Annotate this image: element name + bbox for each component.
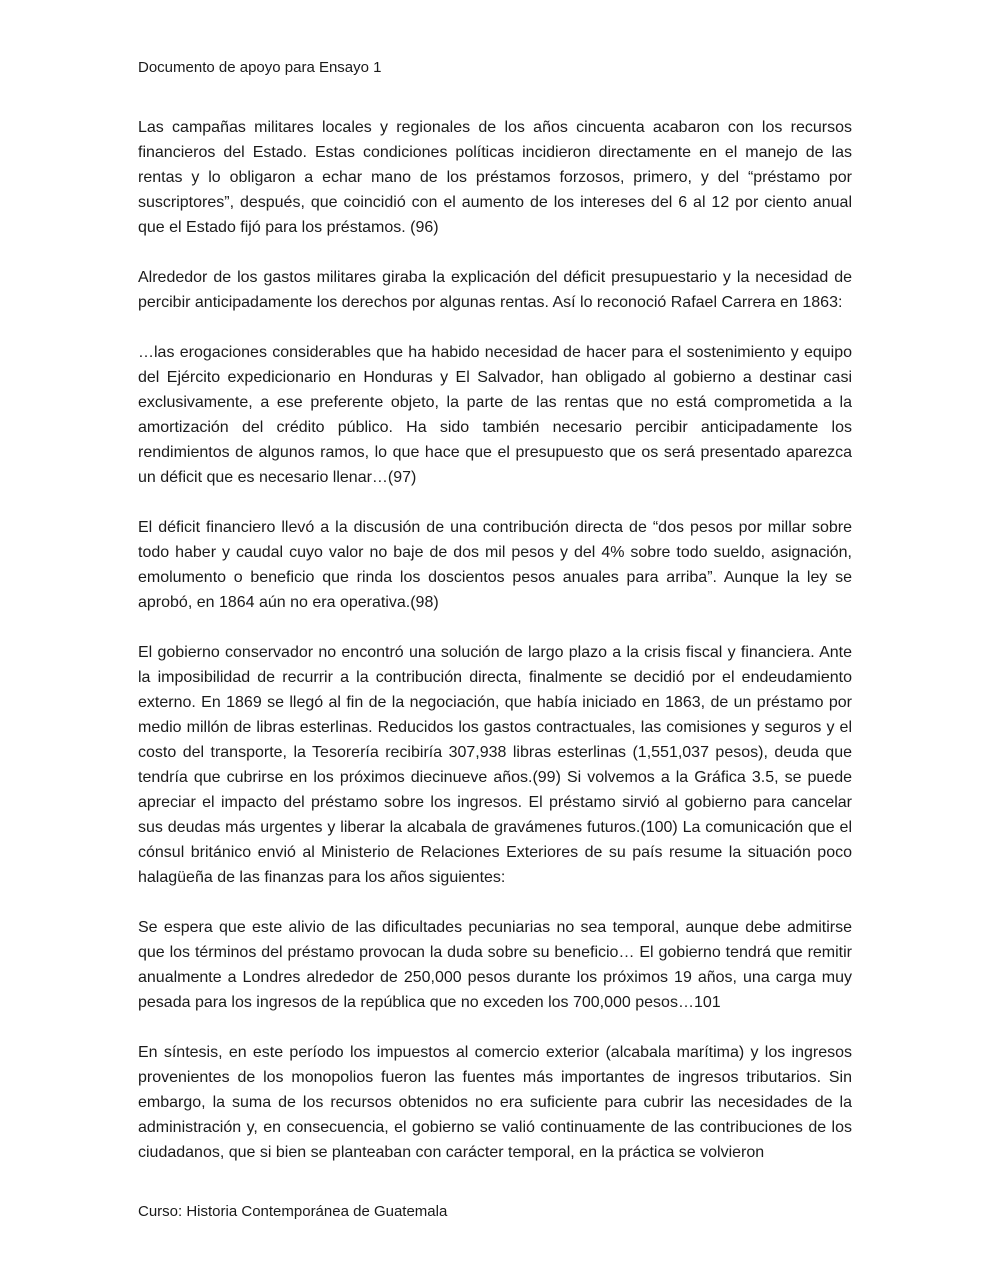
page-header: Documento de apoyo para Ensayo 1 xyxy=(138,59,382,76)
paragraph-gobierno-conservador: El gobierno conservador no encontró una solución de largo plazo a la crisis fiscal y financiera. Ante la imposibilidad de recurrir a la contribución directa, finalmente se decidió por el endeudamiento externo. En 1869 se llegó al fin de la negociación, que había iniciado en 1863, de un préstamo por medio millón de libras esterlinas. Reducidos los gastos contractuales, las comisiones y seguros y el costo del transporte, la Tesorería recibiría 307,938 libras esterlinas (1,551,037 pesos), deuda que tendría que cubrirse en los próximos diecinueve años.(99) Si volvemos a la Gráfica 3.5, se puede apreciar el impacto del préstamo sobre los ingresos. El préstamo sirvió al gobierno para cancelar sus deudas más urgentes y liberar la alcabala de gravámenes futuros.(100) La comunicación que el cónsul británico envió al Ministerio de Relaciones Exteriores de su país resume la situación poco halagüeña de las finanzas para los años siguientes: xyxy=(138,644,852,886)
paragraph-deficit-financiero: El déficit financiero llevó a la discusión de una contribución directa de “dos pesos por millar sobre todo haber y caudal cuyo valor no baje de dos mil pesos y del 4% sobre todo sueldo, asignación, emolumento o beneficio que rinda los doscientos pesos anuales para arriba”. Aunque la ley se aprobó, en 1864 aún no era operativa.(98) xyxy=(138,519,852,611)
page-footer: Curso: Historia Contemporánea de Guatemala xyxy=(138,1203,448,1220)
paragraph-sintesis: En síntesis, en este período los impuestos al comercio exterior (alcabala marítima) y los ingresos provenientes de los monopolios fueron las fuentes más importantes de ingresos tributarios. Sin embargo, la suma de los recursos obtenidos no era suficiente para cubrir las necesidades de la administración y, en consecuencia, el gobierno se valió continuamente de las contribuciones de los ciudadanos, que si bien se planteaban con carácter temporal, en la práctica se volvieron xyxy=(138,1044,852,1161)
quote-consul-britanico: Se espera que este alivio de las dificultades pecuniarias no sea temporal, aunque debe admitirse que los términos del préstamo provocan la duda sobre su beneficio… El gobierno tendrá que remitir anualmente a Londres alrededor de 250,000 pesos durante los próximos 19 años, una carga muy pesada para los ingresos de la república que no exceden los 700,000 pesos…101 xyxy=(138,919,852,1011)
quote-erogaciones: …las erogaciones considerables que ha habido necesidad de hacer para el sostenimiento y equipo del Ejército expedicionario en Honduras y El Salvador, han obligado al gobierno a destinar casi exclusivamente, a ese preferente objeto, la parte de las rentas que no está comprometida a la amortización del crédito público. Ha sido también necesario percibir anticipadamente los rendimientos de algunos ramos, lo que hace que el presupuesto que os será presentado aparezca un déficit que es necesario llenar…(97) xyxy=(138,344,852,486)
document-body xyxy=(138,115,852,1190)
paragraph-campanas-militares: Las campañas militares locales y regionales de los años cincuenta acabaron con los recursos financieros del Estado. Estas condiciones políticas incidieron directamente en el manejo de las rentas y lo obligaron a echar mano de los préstamos forzosos, primero, y del “préstamo por suscriptores”, después, que coincidió con el aumento de los intereses del 6 al 12 por ciento anual que el Estado fijó para los préstamos. (96) xyxy=(138,119,852,236)
paragraph-gastos-militares: Alrededor de los gastos militares giraba la explicación del déficit presupuestario y la necesidad de percibir anticipadamente los derechos por algunas rentas. Así lo reconoció Rafael Carrera en 1863: xyxy=(138,269,852,311)
